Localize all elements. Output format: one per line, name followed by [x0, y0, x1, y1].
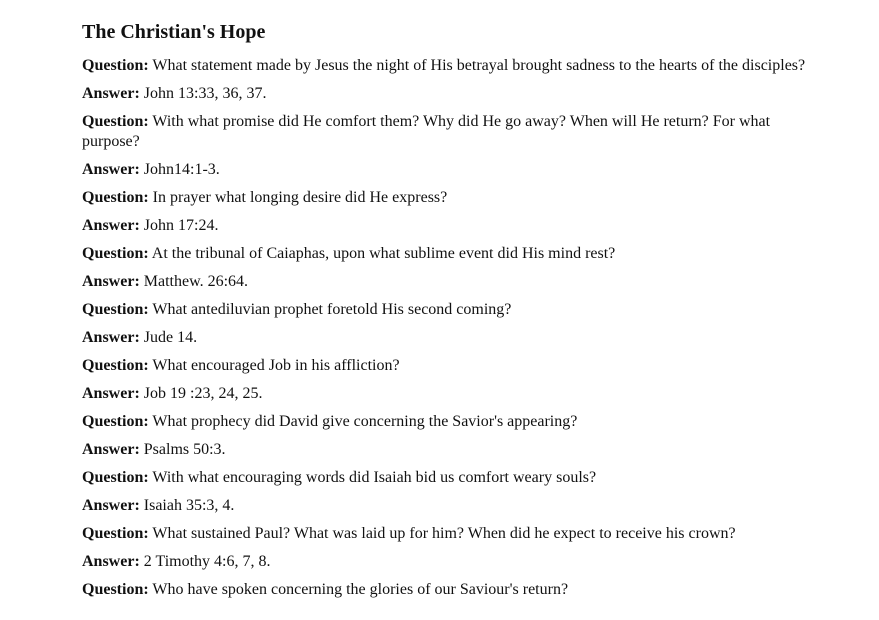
answer-text: Jude 14.: [143, 329, 198, 346]
question-line: [82, 244, 822, 264]
question-line: [82, 412, 822, 432]
answer-text: Job 19 :23, 24, 25.: [143, 385, 263, 402]
answer-label: Answer:: [82, 85, 140, 102]
question-text: What sustained Paul? What was laid up for him? When did he expect to receive his crown?: [152, 525, 736, 542]
question-text: In prayer what longing desire did He express?: [152, 189, 448, 206]
question-label: Question:: [82, 581, 149, 598]
question-label: Question:: [82, 301, 149, 318]
qa-item: [82, 412, 822, 460]
answer-text: Psalms 50:3.: [143, 441, 226, 458]
question-line: [82, 356, 822, 376]
question-text: What statement made by Jesus the night of His betrayal brought sadness to the hearts of the disciples?: [152, 57, 806, 74]
answer-line: [82, 440, 822, 460]
question-label: Question:: [82, 57, 149, 74]
question-line: [82, 524, 822, 544]
answer-line: [82, 84, 822, 104]
answer-label: Answer:: [82, 161, 140, 178]
qa-item: [82, 524, 822, 572]
question-line: [82, 56, 822, 76]
qa-item: [82, 468, 822, 516]
question-line: [82, 580, 822, 600]
answer-label: Answer:: [82, 497, 140, 514]
answer-line: [82, 384, 822, 404]
question-label: Question:: [82, 357, 149, 374]
question-label: Question:: [82, 189, 149, 206]
question-line: [82, 188, 822, 208]
question-text: What prophecy did David give concerning the Savior's appearing?: [152, 413, 578, 430]
page-title: The Christian's Hope: [82, 21, 266, 43]
question-text: At the tribunal of Caiaphas, upon what sublime event did His mind rest?: [151, 245, 616, 262]
question-label: Question:: [82, 525, 149, 542]
answer-label: Answer:: [82, 441, 140, 458]
answer-text: Isaiah 35:3, 4.: [143, 497, 235, 514]
question-line: [82, 468, 822, 488]
question-line: [82, 300, 822, 320]
qa-item: [82, 580, 822, 600]
answer-label: Answer:: [82, 329, 140, 346]
qa-list: [82, 56, 822, 600]
question-label: Question:: [82, 413, 149, 430]
question-text: What encouraged Job in his affliction?: [152, 357, 400, 374]
question-text: Who have spoken concerning the glories of our Saviour's return?: [152, 581, 569, 598]
answer-text: 2 Timothy 4:6, 7, 8.: [143, 553, 271, 570]
answer-line: [82, 496, 822, 516]
document-page: [82, 20, 822, 608]
question-text: With what encouraging words did Isaiah bid us comfort weary souls?: [152, 469, 597, 486]
question-line: [82, 112, 822, 152]
answer-label: Answer:: [82, 385, 140, 402]
answer-text: John14:1-3.: [143, 161, 220, 178]
question-label: Question:: [82, 469, 149, 486]
answer-line: [82, 552, 822, 572]
answer-text: Matthew. 26:64.: [143, 273, 249, 290]
qa-item: [82, 112, 822, 180]
answer-line: [82, 160, 822, 180]
answer-line: [82, 328, 822, 348]
answer-text: John 13:33, 36, 37.: [143, 85, 267, 102]
question-text: What antediluvian prophet foretold His second coming?: [152, 301, 512, 318]
answer-label: Answer:: [82, 553, 140, 570]
question-label: Question:: [82, 113, 149, 130]
question-label: Question:: [82, 245, 149, 262]
qa-item: [82, 244, 822, 292]
qa-item: [82, 356, 822, 404]
question-text: With what promise did He comfort them? Why did He go away? When will He return? For what purpose?: [82, 113, 771, 150]
answer-text: John 17:24.: [143, 217, 219, 234]
answer-line: [82, 216, 822, 236]
qa-item: [82, 56, 822, 104]
qa-item: [82, 188, 822, 236]
answer-label: Answer:: [82, 217, 140, 234]
answer-line: [82, 272, 822, 292]
qa-item: [82, 300, 822, 348]
answer-label: Answer:: [82, 273, 140, 290]
